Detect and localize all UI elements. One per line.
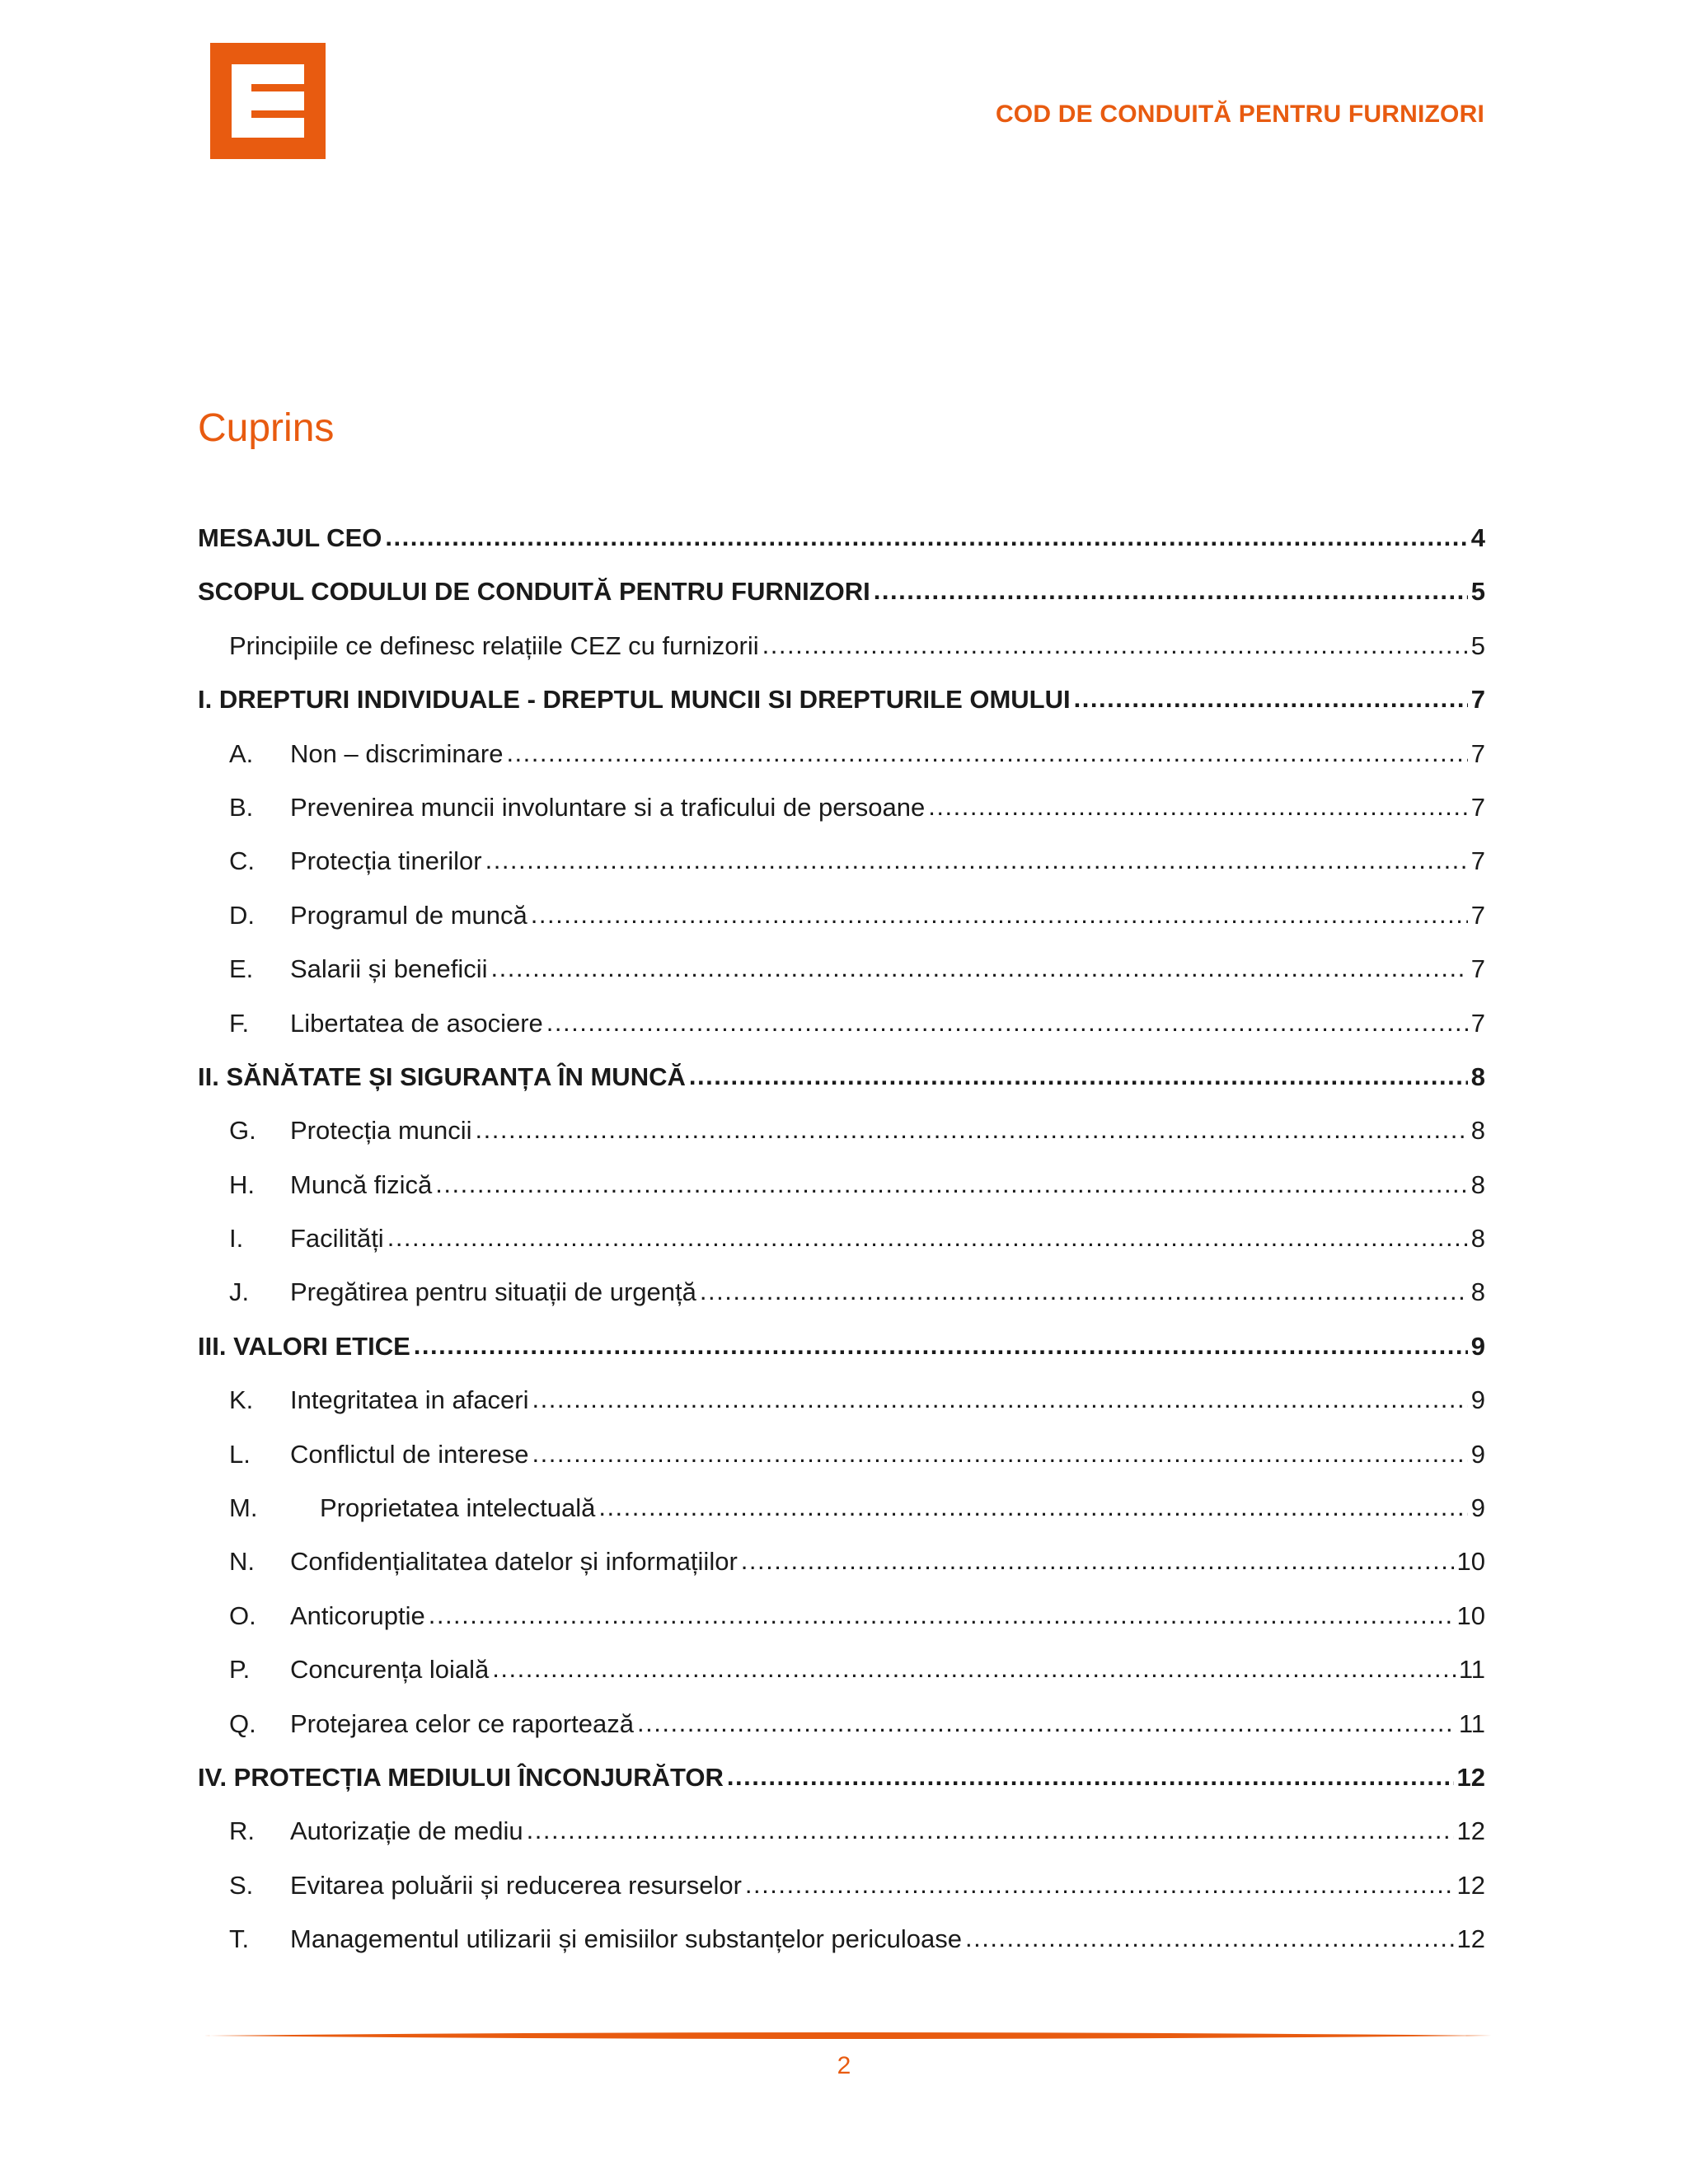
toc-entry-page: 7: [1470, 738, 1485, 768]
toc-entry-page: 7: [1470, 685, 1485, 715]
toc-dot-leader: [598, 1493, 1467, 1522]
toc-entry-page: 8: [1470, 1062, 1485, 1091]
toc-entry-page: 7: [1470, 1008, 1485, 1038]
toc-dot-leader: [414, 1331, 1468, 1361]
toc-entry-title: Autorizație de mediu: [290, 1816, 523, 1846]
toc-entry-page: 8: [1470, 1116, 1485, 1146]
toc-entry-title: Non – discriminare: [290, 738, 504, 768]
toc-entry-page: 9: [1470, 1331, 1485, 1361]
toc-entry[interactable]: [198, 1224, 1485, 1277]
toc-dot-leader: [741, 1546, 1454, 1576]
toc-entry[interactable]: [198, 1440, 1485, 1493]
toc-entry[interactable]: [198, 1871, 1485, 1924]
toc-entry[interactable]: [198, 1547, 1485, 1601]
toc-entry-letter: M.: [229, 1493, 258, 1523]
toc-entry-page: 8: [1470, 1277, 1485, 1307]
toc-entry-letter: N.: [229, 1547, 255, 1577]
toc-entry-page: 9: [1470, 1493, 1485, 1523]
toc-entry-letter: H.: [229, 1169, 255, 1199]
toc-dot-leader: [531, 900, 1468, 930]
toc-entry[interactable]: [198, 1277, 1485, 1331]
toc-entry[interactable]: [198, 523, 1485, 577]
toc-entry-title: IV. PROTECȚIA MEDIULUI ÎNCONJURĂTOR: [198, 1762, 724, 1792]
toc-entry[interactable]: [198, 1170, 1485, 1224]
toc-entry-title: Integritatea in afaceri: [290, 1385, 529, 1415]
toc-entry-page: 11: [1458, 1655, 1485, 1685]
toc-entry-letter: I.: [229, 1224, 244, 1254]
toc-entry-page: 10: [1456, 1547, 1485, 1577]
toc-entry-title: Confidențialitatea datelor și informațiilor: [290, 1547, 738, 1577]
toc-dot-leader: [491, 954, 1468, 983]
toc-entry-page: 10: [1456, 1601, 1485, 1630]
toc-entry-title: Protecția muncii: [290, 1116, 472, 1146]
toc-dot-leader: [700, 1277, 1468, 1306]
toc-dot-leader: [385, 523, 1467, 552]
toc-entry[interactable]: [198, 1009, 1485, 1062]
toc-entry-letter: O.: [229, 1601, 256, 1630]
toc-entry[interactable]: [198, 1062, 1485, 1116]
toc-entry-page: 4: [1470, 523, 1485, 552]
toc-entry-page: 5: [1470, 577, 1485, 607]
toc-entry[interactable]: [198, 1816, 1485, 1870]
toc-dot-leader: [874, 576, 1468, 606]
toc-entry[interactable]: [198, 685, 1485, 738]
footer-divider: [204, 2031, 1492, 2041]
toc-heading: Cuprins: [198, 406, 335, 450]
table-of-contents: [198, 523, 1485, 1979]
toc-entry[interactable]: [198, 1763, 1485, 1816]
toc-entry-page: 8: [1470, 1224, 1485, 1254]
toc-dot-leader: [435, 1169, 1467, 1199]
toc-entry[interactable]: [198, 1385, 1485, 1439]
toc-entry-title: Conflictul de interese: [290, 1439, 529, 1469]
document-title: COD DE CONDUITĂ PENTRU FURNIZORI: [995, 101, 1484, 128]
toc-dot-leader: [1074, 684, 1468, 714]
toc-dot-leader: [506, 738, 1467, 768]
toc-entry-page: 7: [1470, 954, 1485, 984]
toc-dot-leader: [727, 1762, 1454, 1792]
toc-entry[interactable]: [198, 631, 1485, 685]
toc-entry-letter: J.: [229, 1277, 250, 1307]
toc-entry-letter: T.: [229, 1924, 250, 1954]
toc-entry[interactable]: [198, 577, 1485, 630]
toc-dot-leader: [637, 1708, 1456, 1738]
toc-entry-title: Principiile ce definesc relațiile CEZ cu furnizorii: [229, 630, 759, 660]
toc-entry-letter: B.: [229, 792, 254, 822]
toc-entry-letter: A.: [229, 738, 254, 768]
toc-dot-leader: [387, 1223, 1468, 1253]
toc-entry-title: Concurența loială: [290, 1655, 490, 1685]
toc-entry-page: 12: [1456, 1870, 1485, 1900]
toc-entry[interactable]: [198, 954, 1485, 1008]
toc-entry[interactable]: [198, 739, 1485, 793]
toc-entry[interactable]: [198, 1116, 1485, 1169]
page-number: 2: [837, 2052, 851, 2079]
toc-entry[interactable]: [198, 1493, 1485, 1547]
toc-entry-title: Pregătirea pentru situații de urgență: [290, 1277, 696, 1307]
toc-entry-page: 8: [1470, 1169, 1485, 1199]
toc-entry-letter: K.: [229, 1385, 254, 1415]
toc-entry-letter: F.: [229, 1008, 250, 1038]
toc-dot-leader: [527, 1816, 1454, 1845]
toc-entry-page: 7: [1470, 900, 1485, 930]
toc-entry[interactable]: [198, 846, 1485, 900]
toc-entry-page: 9: [1470, 1385, 1485, 1415]
toc-entry-page: 7: [1470, 792, 1485, 822]
toc-entry[interactable]: [198, 793, 1485, 846]
toc-entry-letter: P.: [229, 1655, 251, 1685]
toc-entry-letter: S.: [229, 1870, 254, 1900]
cez-logo-icon: [210, 43, 326, 159]
toc-entry-letter: R.: [229, 1816, 255, 1846]
toc-entry-title: Facilități: [290, 1224, 384, 1254]
toc-entry-letter: D.: [229, 900, 255, 930]
toc-dot-leader: [965, 1924, 1454, 1953]
toc-entry[interactable]: [198, 1332, 1485, 1385]
toc-dot-leader: [532, 1385, 1468, 1414]
toc-entry[interactable]: [198, 1709, 1485, 1763]
toc-entry-title: Anticoruptie: [290, 1601, 425, 1630]
toc-entry-title: Muncă fizică: [290, 1169, 433, 1199]
toc-dot-leader: [928, 792, 1468, 822]
toc-dot-leader: [532, 1439, 1468, 1469]
toc-entry-title: Programul de muncă: [290, 900, 528, 930]
toc-entry-letter: E.: [229, 954, 254, 984]
toc-entry-letter: L.: [229, 1439, 251, 1469]
toc-entry-title: Managementul utilizarii și emisiilor substanțelor periculoase: [290, 1924, 962, 1954]
toc-entry-page: 11: [1458, 1708, 1485, 1738]
toc-entry-page: 9: [1470, 1439, 1485, 1469]
toc-entry-title: SCOPUL CODULUI DE CONDUITĂ PENTRU FURNIZORI: [198, 577, 870, 607]
toc-entry-page: 12: [1456, 1762, 1485, 1792]
toc-entry-title: Prevenirea muncii involuntare si a traficului de persoane: [290, 792, 926, 822]
toc-entry-title: III. VALORI ETICE: [198, 1331, 410, 1361]
toc-entry-page: 7: [1470, 846, 1485, 876]
toc-entry-letter: G.: [229, 1116, 256, 1146]
toc-dot-leader: [546, 1008, 1468, 1038]
toc-entry-title: MESAJUL CEO: [198, 523, 382, 552]
toc-entry-title: Proprietatea intelectuală: [320, 1493, 596, 1523]
toc-dot-leader: [485, 846, 1468, 875]
toc-dot-leader: [429, 1601, 1454, 1630]
toc-entry-letter: Q.: [229, 1708, 256, 1738]
toc-entry-title: Evitarea poluării și reducerea resurselor: [290, 1870, 742, 1900]
toc-entry-page: 12: [1456, 1924, 1485, 1954]
toc-entry-page: 5: [1470, 630, 1485, 660]
toc-entry-title: I. DREPTURI INDIVIDUALE - DREPTUL MUNCII SI DREPTURILE OMULUI: [198, 685, 1071, 715]
toc-entry-letter: C.: [229, 846, 255, 876]
toc-entry-title: Salarii și beneficii: [290, 954, 488, 984]
toc-dot-leader: [492, 1654, 1456, 1684]
toc-entry[interactable]: [198, 1924, 1485, 1978]
toc-entry-title: Protecția tinerilor: [290, 846, 482, 876]
toc-dot-leader: [689, 1062, 1468, 1091]
toc-entry-page: 12: [1456, 1816, 1485, 1846]
toc-entry[interactable]: [198, 901, 1485, 954]
toc-dot-leader: [476, 1115, 1468, 1145]
toc-entry[interactable]: [198, 1655, 1485, 1708]
toc-entry-title: Protejarea celor ce raportează: [290, 1708, 635, 1738]
toc-dot-leader: [745, 1870, 1454, 1900]
toc-entry-title: Libertatea de asociere: [290, 1008, 543, 1038]
toc-entry-title: II. SĂNĂTATE ȘI SIGURANȚA ÎN MUNCĂ: [198, 1062, 686, 1091]
toc-dot-leader: [762, 630, 1468, 660]
toc-entry[interactable]: [198, 1601, 1485, 1655]
